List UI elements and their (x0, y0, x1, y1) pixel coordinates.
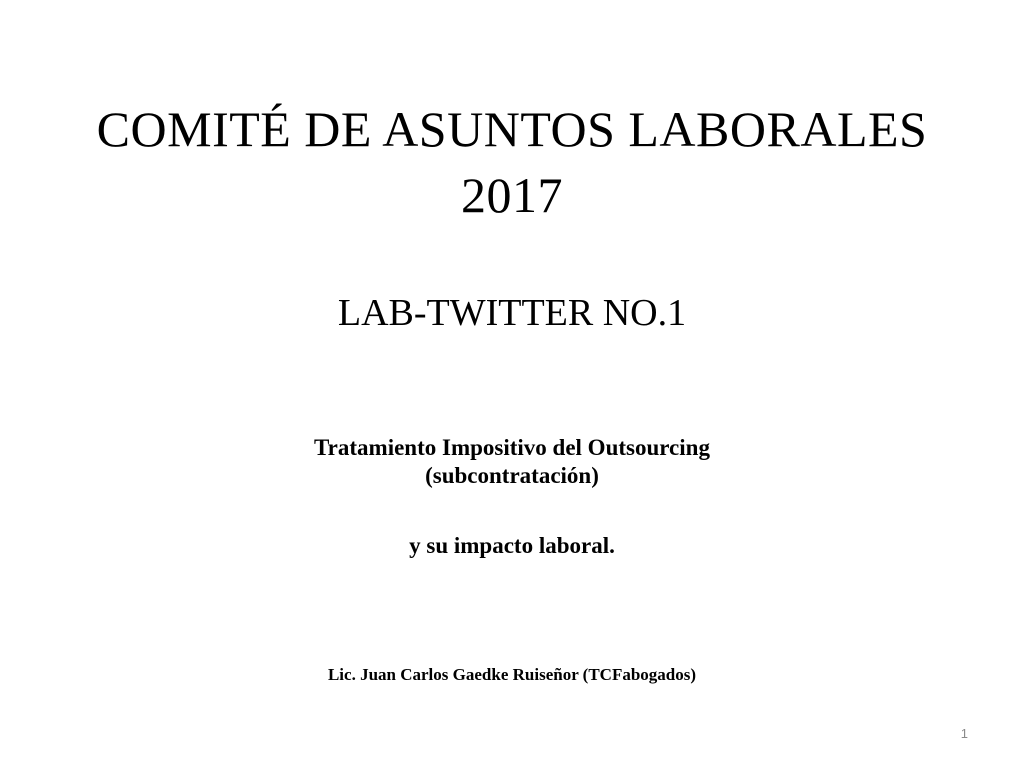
slide-subtitle: LAB-TWITTER NO.1 (337, 292, 687, 334)
topic-line-1: Tratamiento Impositivo del Outsourcing (314, 435, 710, 460)
author-credit: Lic. Juan Carlos Gaedke Ruiseñor (TCFabogados) (327, 665, 697, 684)
topic-line-2: (subcontratación) (425, 463, 599, 488)
page-number: 1 (960, 726, 968, 741)
topic-heading (40, 434, 984, 490)
title-line-1: COMITÉ DE ASUNTOS LABORALES (96, 101, 928, 157)
impact-text: y su impacto laboral. (409, 533, 615, 558)
title-line-2: 2017 (461, 167, 563, 223)
slide-title (40, 96, 984, 228)
